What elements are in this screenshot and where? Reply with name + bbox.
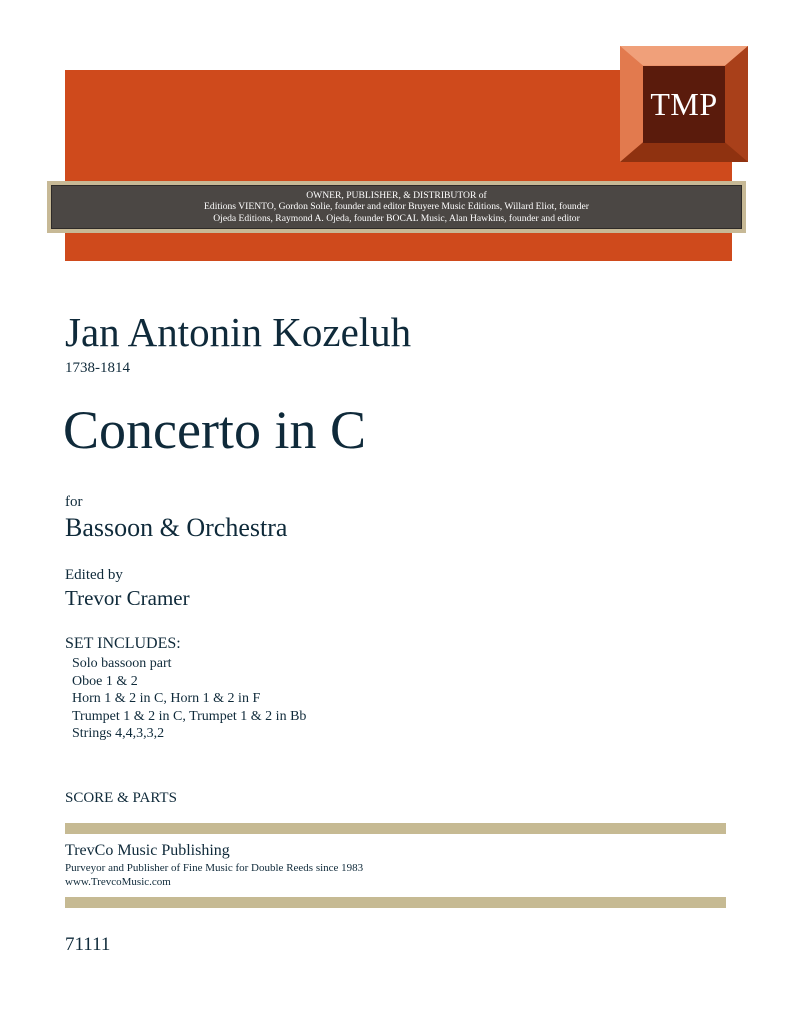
for-label: for xyxy=(65,494,83,510)
set-includes-label: SET INCLUDES: xyxy=(65,635,181,652)
composer-name: Jan Antonin Kozeluh xyxy=(65,309,412,355)
list-item: Horn 1 & 2 in C, Horn 1 & 2 in F xyxy=(72,691,261,706)
company-website: www.TrevcoMusic.com xyxy=(65,876,171,888)
divider-top xyxy=(65,823,726,834)
publisher-info-box xyxy=(47,181,746,233)
list-item: Trumpet 1 & 2 in C, Trumpet 1 & 2 in Bb xyxy=(72,708,307,724)
company-name: TrevCo Music Publishing xyxy=(65,842,230,859)
publisher-line-1: OWNER, PUBLISHER, & DISTRIBUTOR of xyxy=(306,189,487,201)
work-title: Concerto in C xyxy=(63,400,366,460)
editor-name: Trevor Cramer xyxy=(65,586,190,610)
list-item: Oboe 1 & 2 xyxy=(72,673,138,689)
publisher-line-3: Ojeda Editions, Raymond A. Ojeda, founder BOCAL Music, Alan Hawkins, founder and editor xyxy=(213,212,580,224)
edited-by-label: Edited by xyxy=(65,567,123,583)
company-tagline: Purveyor and Publisher of Fine Music for Double Reeds since 1983 xyxy=(65,862,364,874)
list-item: Strings 4,4,3,3,2 xyxy=(72,726,165,741)
set-includes-list xyxy=(72,655,306,743)
composer-dates: 1738-1814 xyxy=(65,360,130,376)
instrumentation: Bassoon & Orchestra xyxy=(65,513,288,542)
catalog-number: 71111 xyxy=(65,934,111,955)
logo-text: TMP xyxy=(643,66,725,143)
publisher-line-2: Editions VIENTO, Gordon Solie, founder and editor Bruyere Music Editions, Willard Eliot, founder xyxy=(204,201,589,213)
publisher-info-panel xyxy=(51,185,742,229)
format-label: SCORE & PARTS xyxy=(65,790,177,806)
tmp-logo xyxy=(620,46,748,162)
list-item: Solo bassoon part xyxy=(72,656,172,671)
divider-bottom xyxy=(65,897,726,908)
